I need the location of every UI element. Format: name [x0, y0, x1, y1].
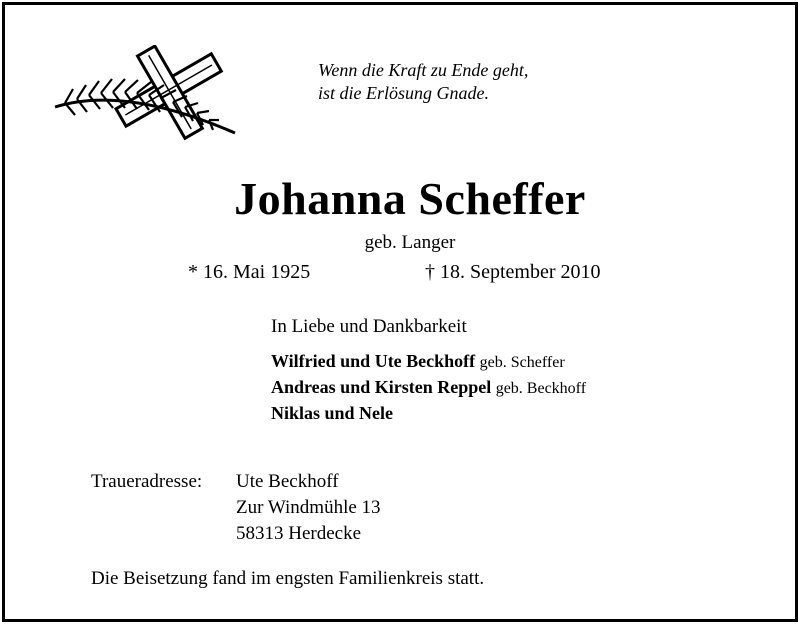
address-city: 58313 Herdecke — [236, 523, 362, 544]
quote-line-1: Wenn die Kraft zu Ende geht, — [318, 60, 529, 80]
mourner-family — [271, 377, 586, 398]
mourner-names: Andreas und Kirsten Reppel — [271, 377, 492, 397]
mourner-nee: geb. Beckhoff — [495, 380, 587, 397]
mourner-family — [271, 351, 565, 372]
cross-with-palm-branch-icon — [45, 45, 245, 145]
mourner-family — [271, 403, 393, 424]
quote-line-2: ist die Erlösung Gnade. — [318, 83, 489, 103]
mourner-names: Niklas und Nele — [271, 403, 394, 423]
address-name: Ute Beckhoff — [236, 471, 339, 492]
deceased-name: Johanna Scheffer — [234, 173, 586, 224]
death-date: † 18. September 2010 — [425, 261, 601, 283]
mourner-names: Wilfried und Ute Beckhoff — [271, 351, 476, 371]
birth-date: * 16. Mai 1925 — [188, 261, 311, 283]
epigraph-quote — [318, 59, 528, 105]
maiden-name: geb. Langer — [364, 232, 456, 253]
burial-note: Die Beisetzung fand im engsten Familienkreis statt. — [91, 568, 485, 589]
mourners-intro: In Liebe und Dankbarkeit — [271, 316, 467, 337]
address-street: Zur Windmühle 13 — [236, 497, 381, 518]
mourner-nee: geb. Scheffer — [479, 354, 565, 371]
obituary-notice — [2, 2, 798, 622]
address-label: Traueradresse: — [91, 471, 203, 492]
